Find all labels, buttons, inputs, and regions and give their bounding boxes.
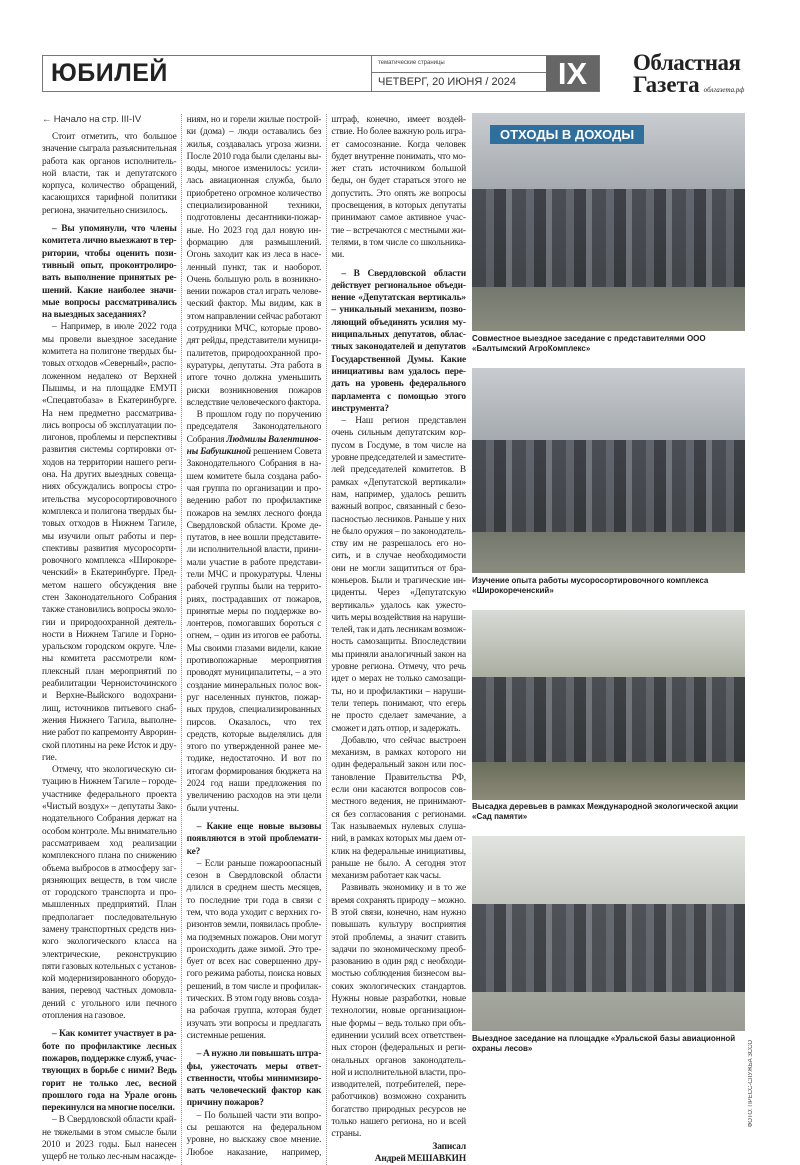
interview-question: – Как комитет участвует в работе по профилактике лесных пожаров, поддержке служб, участвующих в борьбе с ними? Ведь горит не только лес, весной прошлого года на Урале огонь перекинулся на многие поселки. — [42, 1029, 177, 1114]
article-body — [42, 114, 466, 1165]
text: ным насаждениям, но и горели жилые постройки (дома) – люди оставались без жилья, создавалась угроза жизни. После 2010 года были сделаны выводы, многое изменилось: усилилась авиационная служба, было приобретено огромное количество специализированной техники, подготовлены десантники-пожарные. Но 2023 год дал новую информацию для размышлений. Огонь заходит как из леса в населенный пункт, так и наоборот. Очень большую роль в возникновении пожаров стал играть человеческий фактор. Мы видим, как в этом направлении сейчас работают сотрудники МЧС, которые проводят рейды, представители муниципалитетов, природоохранной прокуратуры, депутаты. Эта работа в итоге точно должна уменьшить риски возникновения пожаров вследствие человеческого фактора. — [122, 115, 322, 1163]
photo-caption: Совместное выездное заседание с представителями ООО «Балтымский АгроКомплекс» — [472, 334, 706, 353]
rubric-title: ЮБИЛЕЙ — [51, 59, 168, 87]
text: мнение. Любое наказание, например, штраф, конечно, имеет воздействие. Но более важную роль играет самосознание. Когда человек будет внутренне понимать, что может стать источником большой беды, он будет стараться этого не допустить. Это опять же вопросы просвещения, в которых депутаты принимают самое активное участие – встречаются с местными жителями, в том числе со школьниками. — [186, 115, 466, 1158]
photo-aviation-base — [472, 836, 745, 1031]
paragraph: Стоит отметить, что большое значение сыграла разъяснительная работа как органов исполнительной власти, так и депутатского корпуса, количество обращений, касающихся тарифной политики региона, значительно снизилось. — [42, 132, 177, 216]
interview-question: – В Свердловской области действует региональное объединение «Депутатская вертикаль» – уникальный механизм, позволяющий объединять усилия муниципальных депутатов, областных законодателей и депутатов Государственной Думы. Какие инициативы вам удалось передать на уровень федерального парламента с помощью этого инструмента? — [331, 268, 466, 414]
photo-people — [472, 189, 745, 287]
paragraph: Отмечу, что экологическую ситуацию в Нижнем Тагиле – городе-участнике федерального проекта «Чистый воздух» – депутаты Законодательного Собрания держат на особом контроле. Мы внимательно рассматриваем ход реализации комплексного плана по снижению объема выбросов в атмосферу загрязняющих веществ, в том числе от городского транспорта и промышленных предприятий. План предполагает последовательную замену транспортных средств низкого экологического класса на электрические, реконструкцию пяти газовых котельных с установкой модернизированного оборудования, перевод частных домовладений с угольного или печного отопления на газовое. — [42, 765, 177, 1022]
paragraph: – Например, в июле 2022 года мы провели выездное заседание комитета на полигоне твердых бытовых отходов «Северный», расположенном недалеко от Верхней Пышмы, и на площадке ЕМУП «Спецавтобаза» в Екатеринбурге. На нем предметно рассматривались вопросы об эксплуатации полигонов, проблемы и перспективы развития системы сортировки отходов на территории нашего региона. На других выездных совещаниях обсуждались вопросы строительства мусоросортировочного комплекса и полигона твердых бытовых отходов в Нижнем Тагиле, мы изучили опыт работы и перспективы развития мусоросортировочного комплекса «Широкореченский» в Екатеринбурге. Предметом нашего обсуждения вне стен Законодательного Собрания также становились вопросы экологии и природоохранной деятельности в Нижнем Тагиле и Горноуральском городском округе. Члены комитета рассмотрели комплексный план мероприятий по реабилитации Черноисточинского и Верхне-Выйского водохранилищ, источников питьевого снабжения Нижнего Тагила, выполнение работ по капремонту Авроринской плотины на реке Исток и другие. — [42, 322, 177, 763]
paragraph: – Наш регион представлен очень сильным депутатским корпусом в Госдуме, в том числе на уровне председателей и заместителей председателей комитетов. В рамках «Депутатской вертикали» нам, например, удалось решить важный вопрос, связанный с безопасностью лесников. Раньше у них не было оружия – по законодательству им не разрешалось его носить, и в случае необходимости они не могли защититься от браконьеров. Были и трагические инциденты. Через «Депутатскую вертикаль» удалось как ужесточить меры воздействия на нарушителей, так и дать лесникам возможность самозащиты. Впоследствии мы приняли аналогичный закон на уровне региона. Отмечу, что речь идет о мерах не только самозащиты, но и профилактики – нарушители теперь понимают, что егерь не просто сделает замечание, а сможет и дать отпор, и задержать. — [331, 416, 466, 734]
signature-name: Андрей МЕШАВКИН — [374, 1153, 466, 1164]
photo-sign-text: ОТХОДЫ В ДОХОДЫ — [490, 125, 644, 144]
person-name: Людмилы Валентиновны Бабушкиной — [186, 434, 322, 458]
photo-sorting-complex — [472, 368, 745, 573]
text: – В Свердловской области крайне тяжелыми в этом смысле были 2010 и 2023 годы. Был нанесен ущерб не только лес- — [42, 1115, 177, 1163]
issue-date: ЧЕТВЕРГ, 20 ИЮНЯ / 2024 — [378, 76, 516, 88]
photo-credit: ФОТО: ПРЕСС-СЛУЖБА ЗССО — [748, 1040, 754, 1128]
interview-question: – Какие еще новые вызовы появляются в этой проблематике? — [186, 821, 322, 857]
paragraph: Добавлю, что сейчас выстроен механизм, в рамках которого ни один федеральный закон или постановление Правительства РФ, если они касаются вопросов совместного ведения, не принимаются без согласования с регионами. Так называемых нулевых слушаний, в рамках которых мы даем отклик на федеральные инициативы, раньше не было. А сегодня этот механизм работает как часы. — [331, 735, 466, 882]
photo-caption: Высадка деревьев в рамках Международной экологической акции «Сад памяти» — [472, 802, 739, 821]
paragraph: – Если раньше пожароопасный сезон в Свердловской области длился в среднем шесть месяцев, то последние три года в связи с тем, что вода уходит с верхних горизонтов земли, появилась проблема подземных пожаров. Они могут происходить даже зимой. Это требует от всех нас совершенно другого режима работы, поиска новых решений, в том числе и профилактических. В этом году вновь создана рабочая группа, которая будет изучать эти вопросы и предлагать системные решения. — [186, 858, 322, 1041]
photo-tree-planting — [472, 610, 745, 800]
logo-site: облгазета.рф — [703, 86, 745, 94]
section-label: тематические страницы — [372, 56, 547, 73]
photo-caption: Выездное заседание на площадке «Уральской базы авиационной охраны лесов» — [472, 1034, 736, 1053]
text: В прошлом году по поручению председателя Законодательного Собрания — [186, 410, 322, 445]
text: решением Совета Законодательного Собрания в нашем комитете была создана рабочая группа по организации и проведению работ по профилактике пожаров на землях лесного фонда Свердловской области. Кроме депутатов, в нее вошли представители исполнительной власти, принимали участие в работе представители МЧС и прокуратуры. Члены рабочей группы были на территориях, пострадавших от пожаров, принятые меры по поддержке волонтеров, помогавших бороться с огнем, – один из итогов ее работы. Мы своими глазами видели, какие противопожарные мероприятия проводят муниципалитеты, – а это создание минеральных полос вокруг населенных пунктов, пожарных прудов, специализированных пирсов. Оказалось, что тех средств, которые выделялись для этого по утвержденной ранее методике, недостаточно. И вот по итогам формирования бюджета на 2024 год наши предложения по увеличению расходов на эти цели были учтены. — [186, 447, 322, 814]
logo-line2: Газета — [633, 72, 700, 97]
interview-question: – Вы упомянули, что члены комитета лично выезжают в территории, чтобы оценить позитивный опыт, проконтролировать выполнение принятых решений. Какие наиболее значимые вопросы рассматривались на выездных заседаниях? — [42, 224, 177, 321]
header-info — [371, 56, 547, 91]
paragraph: Развивать экономику и в то же время сохранять природу – можно. В этой связи, конечно, нам нужно повышать культуру восприятия этой проблемы, а значит ставить задачи по экономическому преобразованию в один ряд с необходимостью соблюдения бизнесом высоких экологических стандартов. Нужны новые разработки, новые технологии, новые организационные формы – ведь только при объединении усилий всех ответственных сторон (федеральных и региональных органов законодательной и исполнительной власти, производителей, потребителей, переработчиков) возможно сохранить богатство природных ресурсов не только нашего региона, но и всей страны. — [331, 883, 466, 1140]
photo-baltym-meeting — [472, 113, 745, 331]
paragraph — [187, 409, 322, 815]
photo-people — [472, 440, 745, 532]
newspaper-logo — [633, 52, 744, 101]
page-header — [42, 55, 600, 92]
logo-line1: Областная — [633, 50, 741, 75]
photo-people — [472, 904, 745, 992]
photo-caption: Изучение опыта работы мусоросортировочного комплекса «Широкореченский» — [472, 576, 709, 595]
interview-question: – А нужно ли повышать штрафы, ужесточать меры ответственности, чтобы минимизировать человеческий фактор как причину пожаров? — [186, 1049, 322, 1109]
continued-from-link[interactable]: ← Начало на стр. III-IV — [42, 114, 142, 125]
text: – По большей части эти вопросы решаются на федеральном уровне, но выскажу свое — [186, 1110, 322, 1146]
photo-people — [472, 677, 745, 763]
signature-label: Записал — [432, 1141, 466, 1152]
page-number: IX — [546, 56, 599, 91]
